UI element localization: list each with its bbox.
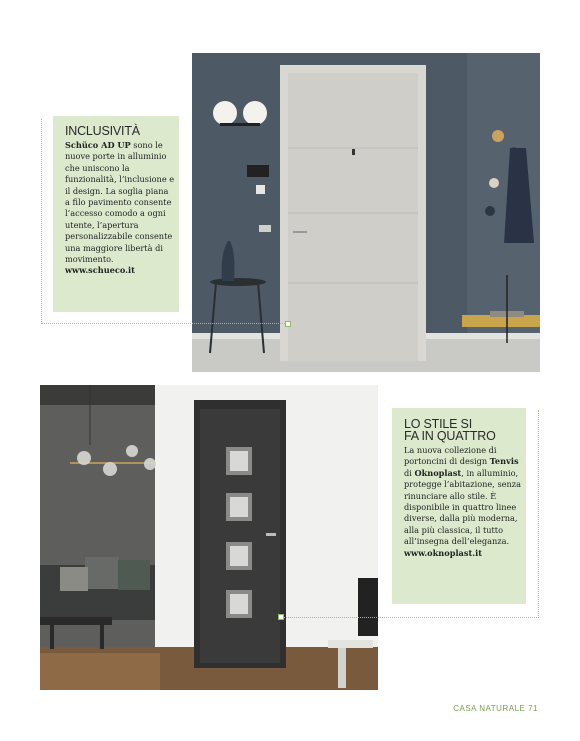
product-name: Tenvis xyxy=(489,456,519,467)
connector-line xyxy=(41,119,42,324)
article-box-inclusivita xyxy=(53,116,179,312)
article-text: di xyxy=(404,467,415,478)
article-title xyxy=(404,418,522,442)
article-text: La nuova collezione di portoncini di design xyxy=(404,445,497,467)
article-box-stile xyxy=(392,408,526,604)
article-title-line-1: LO STILE SI xyxy=(404,417,472,431)
website-link[interactable]: www.schueco.it xyxy=(65,265,135,276)
photo-schueco-door xyxy=(192,53,540,372)
brand-name: Schüco AD UP xyxy=(65,140,131,150)
page-footer xyxy=(453,704,538,713)
magazine-name: CASA NATURALE xyxy=(453,704,526,713)
article-body xyxy=(65,140,175,277)
connector-line xyxy=(41,323,287,324)
connector-line xyxy=(283,617,539,618)
article-title: INCLUSIVITÀ xyxy=(65,124,140,138)
connector-marker xyxy=(285,321,291,327)
photo-oknoplast-door xyxy=(40,385,378,690)
website-link[interactable]: www.oknoplast.it xyxy=(404,547,482,558)
article-text: sono le nuove porte in alluminio che uniscono la funzionalità, l’inclusione e il design. La soglia piana a filo pavimento consente l’accesso comodo a ogni utente, l’apertura personalizzabile consente una maggiore libertà di movimento. xyxy=(65,140,175,265)
connector-marker xyxy=(278,614,284,620)
article-title-line-2: FA IN QUATTRO xyxy=(404,429,496,443)
article-body xyxy=(404,445,522,559)
page-number: 71 xyxy=(528,704,538,713)
brand-name: Oknoplast xyxy=(414,467,462,478)
connector-line xyxy=(538,410,539,618)
article-text: , in alluminio, protegge l’abitazione, senza rinunciare allo stile. È disponibile in quattro linee diverse, dalla più moderna, alla più classica, il tutto all’insegna dell’eleganza. xyxy=(404,467,521,547)
